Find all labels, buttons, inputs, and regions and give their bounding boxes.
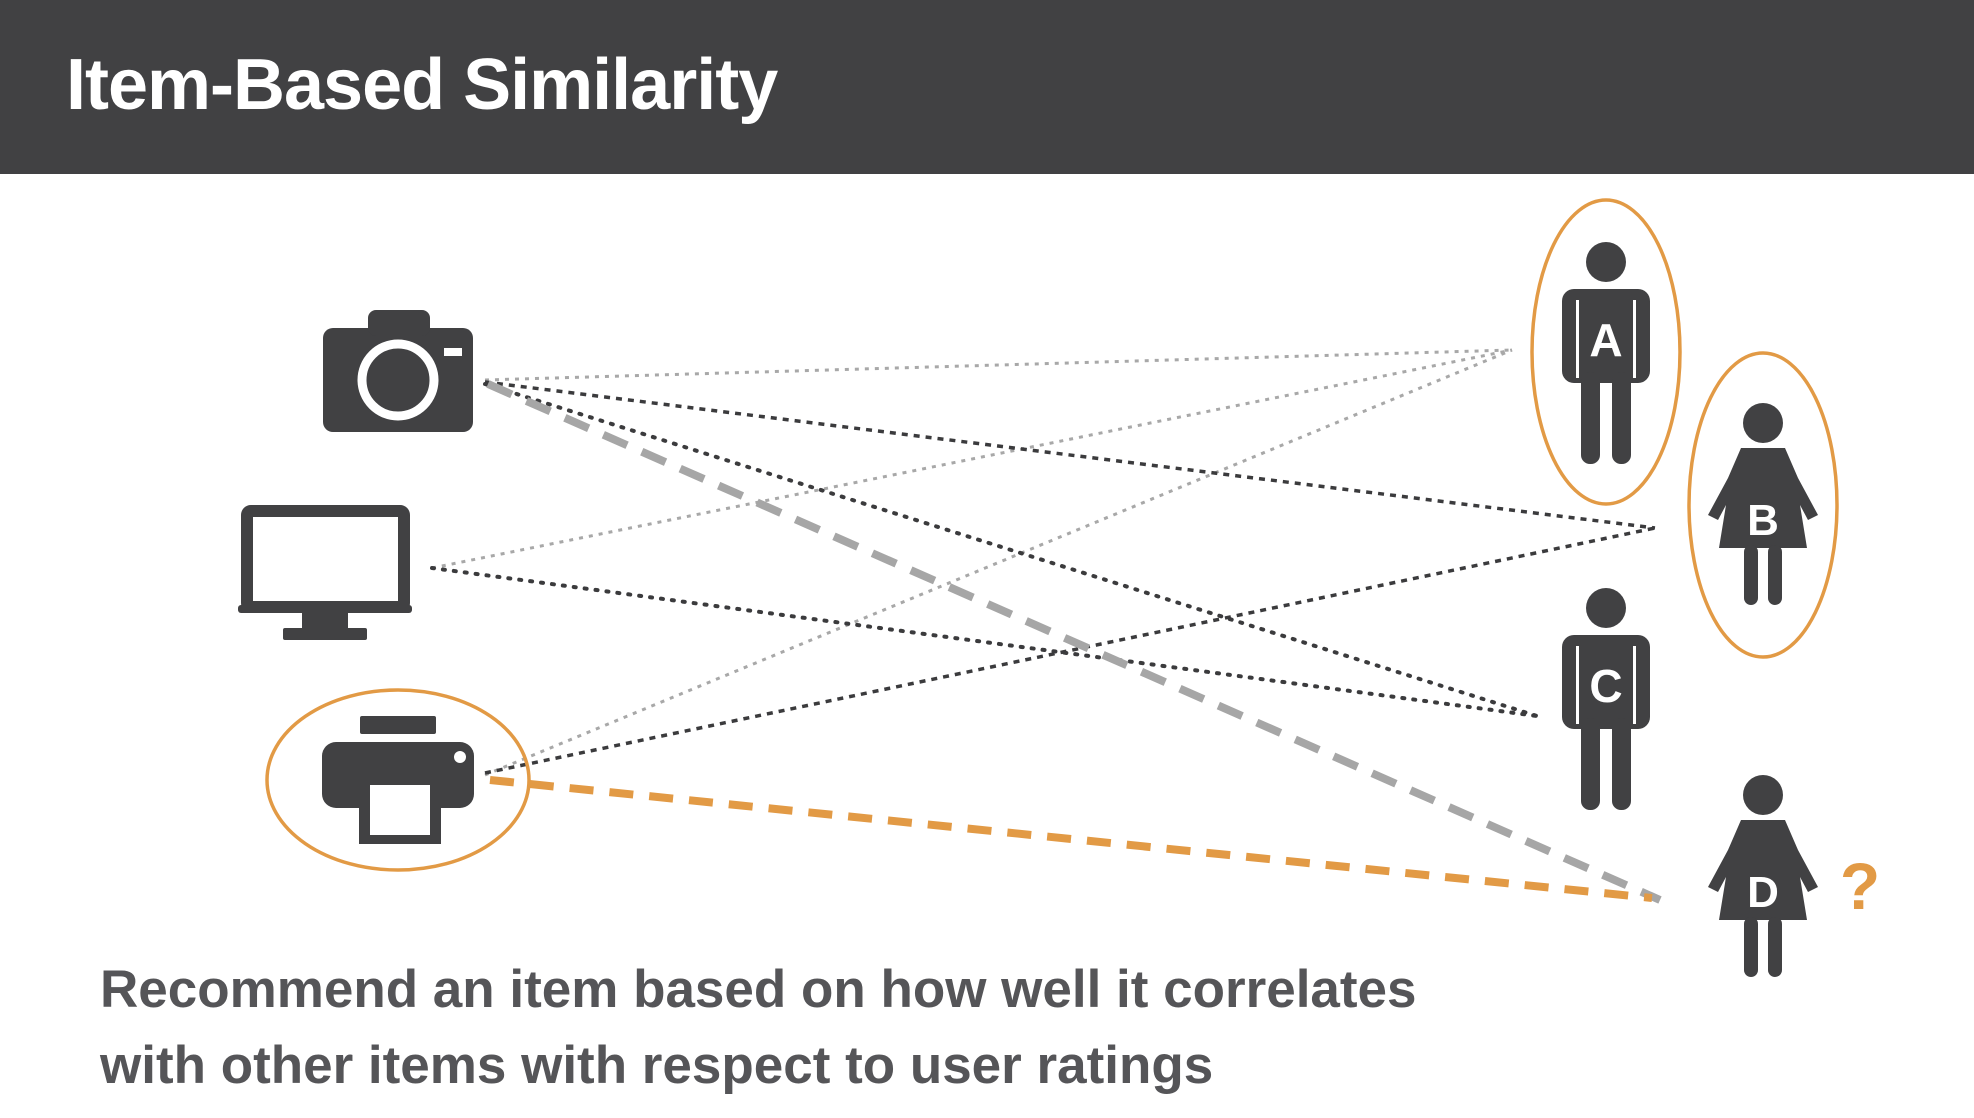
user-c-figure: [1562, 588, 1650, 810]
connection-monitor-user-c: [432, 568, 1537, 716]
camera-icon: [323, 310, 473, 432]
connection-printer-user-a: [485, 350, 1512, 775]
connection-camera-user-c: [485, 384, 1537, 716]
connection-camera-user-b: [485, 382, 1655, 528]
user-b-figure: [1689, 353, 1837, 657]
user-b-label: B: [1747, 496, 1779, 545]
user-d-figure: [1708, 775, 1818, 977]
caption-line-1: Recommend an item based on how well it correlates: [100, 960, 1417, 1019]
connection-camera-user-d: [488, 384, 1660, 900]
monitor-icon: [238, 511, 412, 640]
connection-printer-user-b: [485, 528, 1655, 773]
caption: [100, 952, 1600, 1104]
connection-camera-user-a: [485, 350, 1512, 380]
user-d-label: D: [1747, 868, 1779, 917]
user-a-label: A: [1589, 314, 1623, 366]
connections: [432, 350, 1660, 900]
user-a-figure: [1532, 200, 1680, 504]
caption-line-2: with other items with respect to user ratings: [100, 1036, 1214, 1095]
connection-monitor-user-a: [432, 350, 1512, 568]
question-mark: ?: [1839, 849, 1881, 923]
user-c-label: C: [1589, 660, 1623, 712]
page-title: Item-Based Similarity: [66, 45, 778, 125]
printer-icon: [267, 690, 529, 870]
connection-printer-user-d: [490, 780, 1652, 898]
